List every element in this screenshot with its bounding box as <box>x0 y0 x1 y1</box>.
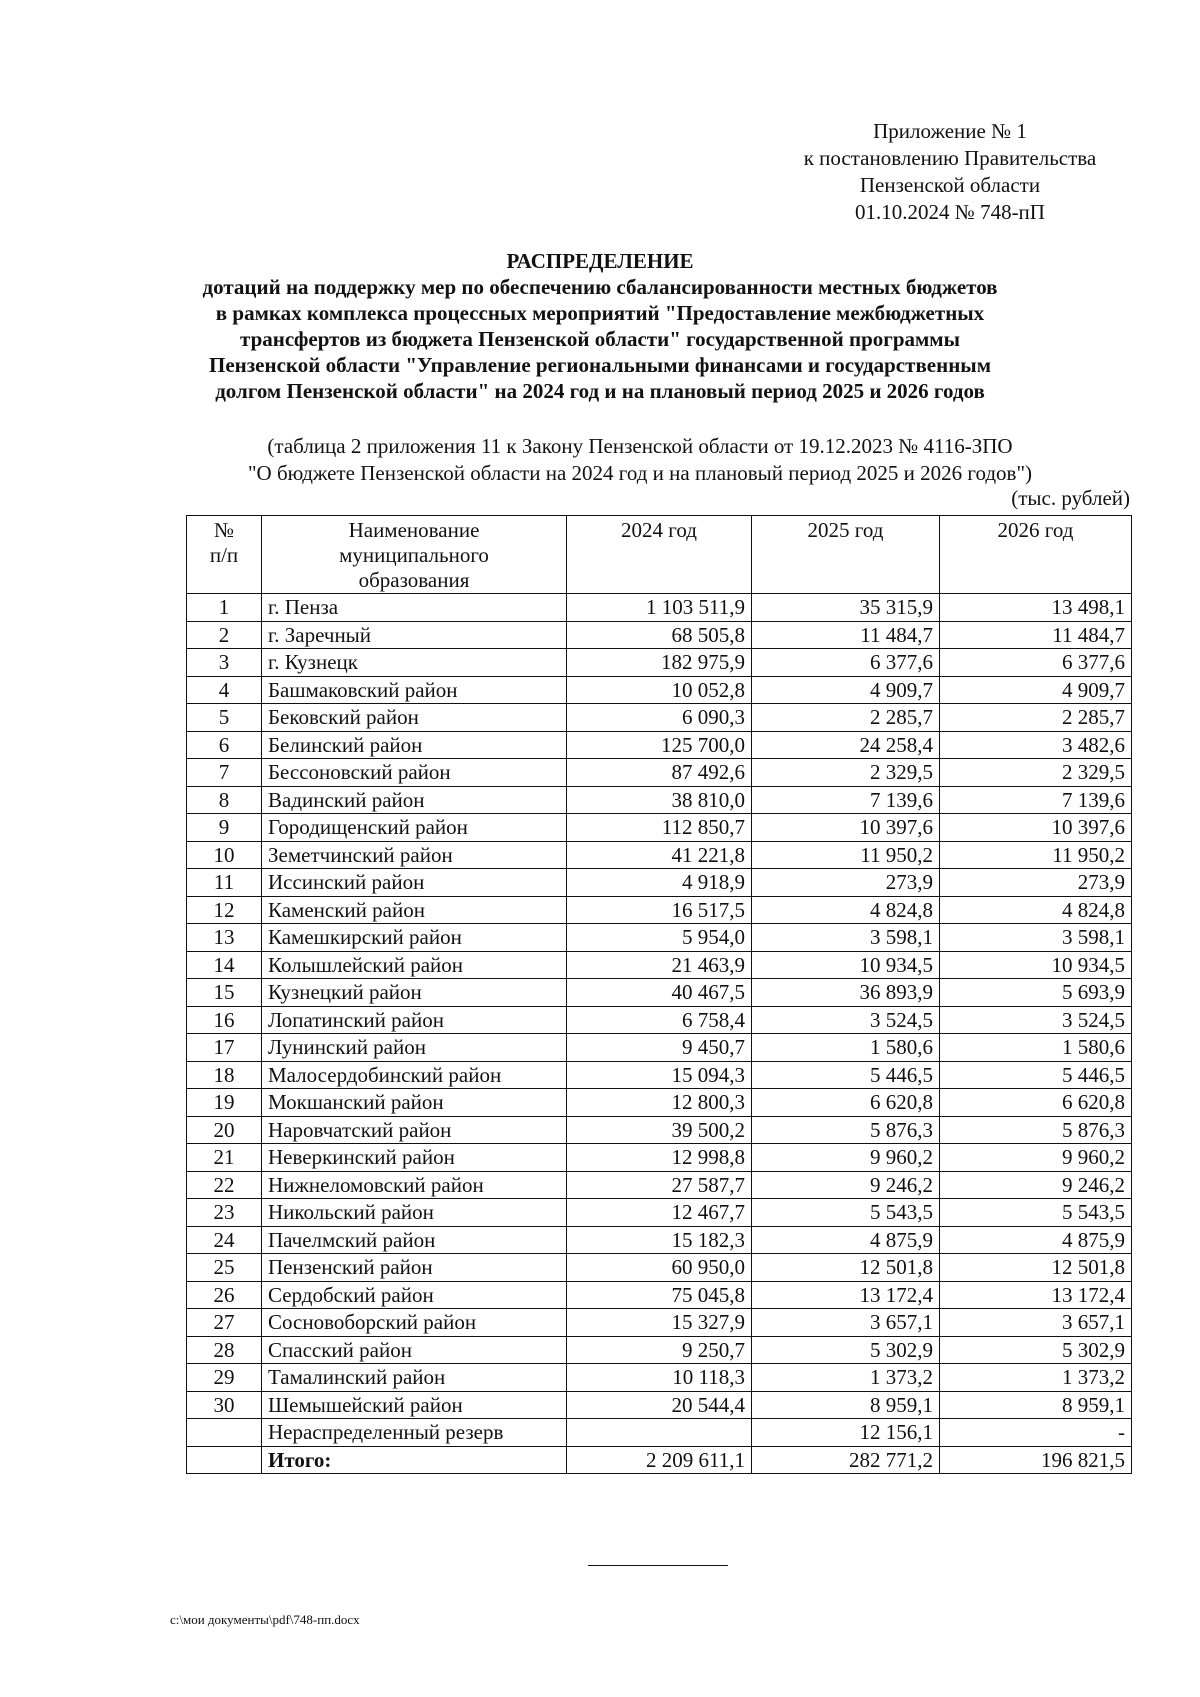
value-2024: 75 045,8 <box>567 1281 752 1309</box>
value-2024: 10 118,3 <box>567 1364 752 1392</box>
table-row <box>187 1144 1132 1172</box>
value-2026: 13 498,1 <box>940 594 1132 622</box>
value-2026: 5 302,9 <box>940 1336 1132 1364</box>
value-2025: 4 875,9 <box>752 1226 940 1254</box>
value-2024: 39 500,2 <box>567 1116 752 1144</box>
municipality-name: Нераспределенный резерв <box>262 1419 567 1447</box>
header-2025: 2025 год <box>752 516 940 594</box>
value-2025: 1 373,2 <box>752 1364 940 1392</box>
municipality-name: Никольский район <box>262 1199 567 1227</box>
row-number: 15 <box>187 979 262 1007</box>
value-2024: 1 103 511,9 <box>567 594 752 622</box>
total-row <box>187 1446 1132 1474</box>
value-2024: 5 954,0 <box>567 924 752 952</box>
title-line: долгом Пензенской области" на 2024 год и на плановый период 2025 и 2026 годов <box>215 379 985 403</box>
title-line: в рамках комплекса процессных мероприятий "Предоставление межбюджетных <box>215 301 985 325</box>
value-2026: 1 373,2 <box>940 1364 1132 1392</box>
municipality-name: Неверкинский район <box>262 1144 567 1172</box>
table-body <box>187 594 1132 1474</box>
value-2026: 10 397,6 <box>940 814 1132 842</box>
row-number: 11 <box>187 869 262 897</box>
value-2025: 3 657,1 <box>752 1309 940 1337</box>
value-2025: 2 285,7 <box>752 704 940 732</box>
table-row <box>187 1171 1132 1199</box>
value-2026: 4 909,7 <box>940 676 1132 704</box>
subtitle-line: "О бюджете Пензенской области на 2024 год и на плановый период 2025 и 2026 годов") <box>247 461 1033 485</box>
value-2026: 12 501,8 <box>940 1254 1132 1282</box>
unit-label: (тыс. рублей) <box>1011 486 1130 510</box>
table-row <box>187 1061 1132 1089</box>
total-2024: 2 209 611,1 <box>567 1446 752 1474</box>
value-2026: 273,9 <box>940 869 1132 897</box>
table-row <box>187 1006 1132 1034</box>
value-2025: 10 934,5 <box>752 951 940 979</box>
municipality-name: Лунинский район <box>262 1034 567 1062</box>
municipality-name: Тамалинский район <box>262 1364 567 1392</box>
value-2026: 2 329,5 <box>940 759 1132 787</box>
row-number: 10 <box>187 841 262 869</box>
row-number: 30 <box>187 1391 262 1419</box>
municipality-name: Пензенский район <box>262 1254 567 1282</box>
value-2024: 125 700,0 <box>567 731 752 759</box>
value-2024: 9 250,7 <box>567 1336 752 1364</box>
total-2025: 282 771,2 <box>752 1446 940 1474</box>
value-2026: 4 824,8 <box>940 896 1132 924</box>
distribution-table <box>186 515 1132 1474</box>
value-2026: 5 446,5 <box>940 1061 1132 1089</box>
value-2024: 6 758,4 <box>567 1006 752 1034</box>
value-2025: 5 302,9 <box>752 1336 940 1364</box>
value-2025: 5 876,3 <box>752 1116 940 1144</box>
municipality-name: г. Пенза <box>262 594 567 622</box>
header-name <box>262 516 567 594</box>
value-2025: 11 484,7 <box>752 621 940 649</box>
table-row <box>187 1199 1132 1227</box>
municipality-name: Городищенский район <box>262 814 567 842</box>
table-row <box>187 731 1132 759</box>
value-2024: 20 544,4 <box>567 1391 752 1419</box>
value-2024: 9 450,7 <box>567 1034 752 1062</box>
value-2026: - <box>940 1419 1132 1447</box>
value-2025: 273,9 <box>752 869 940 897</box>
value-2026: 9 246,2 <box>940 1171 1132 1199</box>
appendix-line: Приложение № 1 <box>873 119 1027 143</box>
table-row <box>187 1364 1132 1392</box>
table-row <box>187 1089 1132 1117</box>
municipality-name: г. Кузнецк <box>262 649 567 677</box>
row-number: 13 <box>187 924 262 952</box>
value-2024: 10 052,8 <box>567 676 752 704</box>
appendix-date-number: 01.10.2024 № 748-пП <box>855 200 1045 224</box>
municipality-name: Мокшанский район <box>262 1089 567 1117</box>
value-2025: 13 172,4 <box>752 1281 940 1309</box>
value-2024: 112 850,7 <box>567 814 752 842</box>
table-row <box>187 786 1132 814</box>
municipality-name: Камешкирский район <box>262 924 567 952</box>
title-heading: РАСПРЕДЕЛЕНИЕ <box>506 249 694 273</box>
end-line-divider <box>588 1565 728 1566</box>
value-2025: 4 824,8 <box>752 896 940 924</box>
table-row <box>187 676 1132 704</box>
value-2025: 1 580,6 <box>752 1034 940 1062</box>
value-2025: 7 139,6 <box>752 786 940 814</box>
header-text: п/п <box>209 543 239 567</box>
value-2026: 6 377,6 <box>940 649 1132 677</box>
row-number: 7 <box>187 759 262 787</box>
row-number: 12 <box>187 896 262 924</box>
row-number: 6 <box>187 731 262 759</box>
value-2024: 87 492,6 <box>567 759 752 787</box>
appendix-line: к постановлению Правительства <box>803 146 1097 170</box>
value-2026: 7 139,6 <box>940 786 1132 814</box>
municipality-name: г. Заречный <box>262 621 567 649</box>
row-number: 19 <box>187 1089 262 1117</box>
value-2026: 3 482,6 <box>940 731 1132 759</box>
value-2025: 9 246,2 <box>752 1171 940 1199</box>
municipality-name: Шемышейский район <box>262 1391 567 1419</box>
municipality-name: Колышлейский район <box>262 951 567 979</box>
value-2024: 15 327,9 <box>567 1309 752 1337</box>
header-text: № <box>213 518 235 542</box>
value-2025: 5 543,5 <box>752 1199 940 1227</box>
municipality-name: Иссинский район <box>262 869 567 897</box>
row-number: 18 <box>187 1061 262 1089</box>
value-2024: 182 975,9 <box>567 649 752 677</box>
title-line: Пензенской области "Управление региональными финансами и государственным <box>208 353 991 377</box>
row-number: 14 <box>187 951 262 979</box>
value-2025: 3 598,1 <box>752 924 940 952</box>
document-title <box>150 248 1050 404</box>
table-row <box>187 649 1132 677</box>
row-number: 17 <box>187 1034 262 1062</box>
table-header-row <box>187 516 1132 594</box>
municipality-name: Бессоновский район <box>262 759 567 787</box>
municipality-name: Белинский район <box>262 731 567 759</box>
row-number: 9 <box>187 814 262 842</box>
value-2025: 6 377,6 <box>752 649 940 677</box>
row-number <box>187 1419 262 1447</box>
value-2026: 10 934,5 <box>940 951 1132 979</box>
value-2024: 12 467,7 <box>567 1199 752 1227</box>
value-2025: 9 960,2 <box>752 1144 940 1172</box>
value-2024: 27 587,7 <box>567 1171 752 1199</box>
value-2024: 15 094,3 <box>567 1061 752 1089</box>
row-number: 5 <box>187 704 262 732</box>
total-number-cell <box>187 1446 262 1474</box>
header-2026: 2026 год <box>940 516 1132 594</box>
table-row <box>187 869 1132 897</box>
title-line: трансфертов из бюджета Пензенской области" государственной программы <box>240 327 960 351</box>
value-2025: 12 501,8 <box>752 1254 940 1282</box>
row-number: 26 <box>187 1281 262 1309</box>
value-2024: 38 810,0 <box>567 786 752 814</box>
header-2024: 2024 год <box>567 516 752 594</box>
value-2025: 2 329,5 <box>752 759 940 787</box>
value-2026: 3 657,1 <box>940 1309 1132 1337</box>
header-text: Наименование <box>348 518 480 542</box>
value-2024: 40 467,5 <box>567 979 752 1007</box>
value-2025: 6 620,8 <box>752 1089 940 1117</box>
table-row <box>187 704 1132 732</box>
municipality-name: Башмаковский район <box>262 676 567 704</box>
municipality-name: Сердобский район <box>262 1281 567 1309</box>
header-number <box>187 516 262 594</box>
value-2026: 5 876,3 <box>940 1116 1132 1144</box>
value-2024: 41 221,8 <box>567 841 752 869</box>
row-number: 4 <box>187 676 262 704</box>
table-row <box>187 951 1132 979</box>
value-2026: 5 543,5 <box>940 1199 1132 1227</box>
table-row <box>187 979 1132 1007</box>
municipality-name: Малосердобинский район <box>262 1061 567 1089</box>
row-number: 27 <box>187 1309 262 1337</box>
value-2026: 3 524,5 <box>940 1006 1132 1034</box>
document-subtitle <box>150 433 1130 487</box>
file-path-footer: c:\мои документы\pdf\748-пп.docx <box>170 1612 360 1627</box>
value-2024: 12 800,3 <box>567 1089 752 1117</box>
row-number: 21 <box>187 1144 262 1172</box>
table-row <box>187 1116 1132 1144</box>
table-row <box>187 1034 1132 1062</box>
value-2026: 13 172,4 <box>940 1281 1132 1309</box>
value-2026: 3 598,1 <box>940 924 1132 952</box>
municipality-name: Нижнеломовский район <box>262 1171 567 1199</box>
municipality-name: Наровчатский район <box>262 1116 567 1144</box>
municipality-name: Сосновоборский район <box>262 1309 567 1337</box>
table-row <box>187 1254 1132 1282</box>
row-number: 23 <box>187 1199 262 1227</box>
value-2025: 10 397,6 <box>752 814 940 842</box>
row-number: 28 <box>187 1336 262 1364</box>
table-row <box>187 1309 1132 1337</box>
value-2026: 11 950,2 <box>940 841 1132 869</box>
value-2025: 4 909,7 <box>752 676 940 704</box>
header-text: муниципального <box>339 543 489 567</box>
table-row <box>187 759 1132 787</box>
value-2026: 6 620,8 <box>940 1089 1132 1117</box>
row-number: 3 <box>187 649 262 677</box>
row-number: 29 <box>187 1364 262 1392</box>
table-row <box>187 1281 1132 1309</box>
municipality-name: Лопатинский район <box>262 1006 567 1034</box>
value-2025: 12 156,1 <box>752 1419 940 1447</box>
municipality-name: Кузнецкий район <box>262 979 567 1007</box>
value-2026: 1 580,6 <box>940 1034 1132 1062</box>
value-2025: 8 959,1 <box>752 1391 940 1419</box>
row-number: 16 <box>187 1006 262 1034</box>
value-2024: 68 505,8 <box>567 621 752 649</box>
value-2025: 5 446,5 <box>752 1061 940 1089</box>
table-row <box>187 896 1132 924</box>
row-number: 25 <box>187 1254 262 1282</box>
table-row <box>187 621 1132 649</box>
value-2025: 36 893,9 <box>752 979 940 1007</box>
value-2025: 11 950,2 <box>752 841 940 869</box>
table-row <box>187 594 1132 622</box>
municipality-name: Земетчинский район <box>262 841 567 869</box>
value-2026: 9 960,2 <box>940 1144 1132 1172</box>
value-2024: 4 918,9 <box>567 869 752 897</box>
value-2024: 15 182,3 <box>567 1226 752 1254</box>
subtitle-line: (таблица 2 приложения 11 к Закону Пензенской области от 19.12.2023 № 4116-ЗПО <box>267 434 1013 458</box>
row-number: 24 <box>187 1226 262 1254</box>
value-2025: 3 524,5 <box>752 1006 940 1034</box>
value-2026: 4 875,9 <box>940 1226 1132 1254</box>
value-2024: 6 090,3 <box>567 704 752 732</box>
municipality-name: Каменский район <box>262 896 567 924</box>
municipality-name: Бековский район <box>262 704 567 732</box>
value-2024 <box>567 1419 752 1447</box>
appendix-line: Пензенской области <box>859 173 1041 197</box>
appendix-block <box>770 118 1130 226</box>
value-2026: 2 285,7 <box>940 704 1132 732</box>
table-row <box>187 1391 1132 1419</box>
value-2026: 5 693,9 <box>940 979 1132 1007</box>
title-line: дотаций на поддержку мер по обеспечению сбалансированности местных бюджетов <box>202 275 998 299</box>
table-row <box>187 1419 1132 1447</box>
header-text: образования <box>358 568 470 592</box>
value-2025: 35 315,9 <box>752 594 940 622</box>
value-2024: 21 463,9 <box>567 951 752 979</box>
table-row <box>187 1336 1132 1364</box>
municipality-name: Спасский район <box>262 1336 567 1364</box>
value-2024: 60 950,0 <box>567 1254 752 1282</box>
table-row <box>187 814 1132 842</box>
total-label: Итого: <box>262 1446 567 1474</box>
table-row <box>187 1226 1132 1254</box>
row-number: 2 <box>187 621 262 649</box>
table-row <box>187 924 1132 952</box>
row-number: 22 <box>187 1171 262 1199</box>
row-number: 20 <box>187 1116 262 1144</box>
value-2024: 12 998,8 <box>567 1144 752 1172</box>
value-2026: 8 959,1 <box>940 1391 1132 1419</box>
row-number: 1 <box>187 594 262 622</box>
municipality-name: Вадинский район <box>262 786 567 814</box>
table-row <box>187 841 1132 869</box>
value-2024: 16 517,5 <box>567 896 752 924</box>
value-2025: 24 258,4 <box>752 731 940 759</box>
value-2026: 11 484,7 <box>940 621 1132 649</box>
row-number: 8 <box>187 786 262 814</box>
total-2026: 196 821,5 <box>940 1446 1132 1474</box>
municipality-name: Пачелмский район <box>262 1226 567 1254</box>
